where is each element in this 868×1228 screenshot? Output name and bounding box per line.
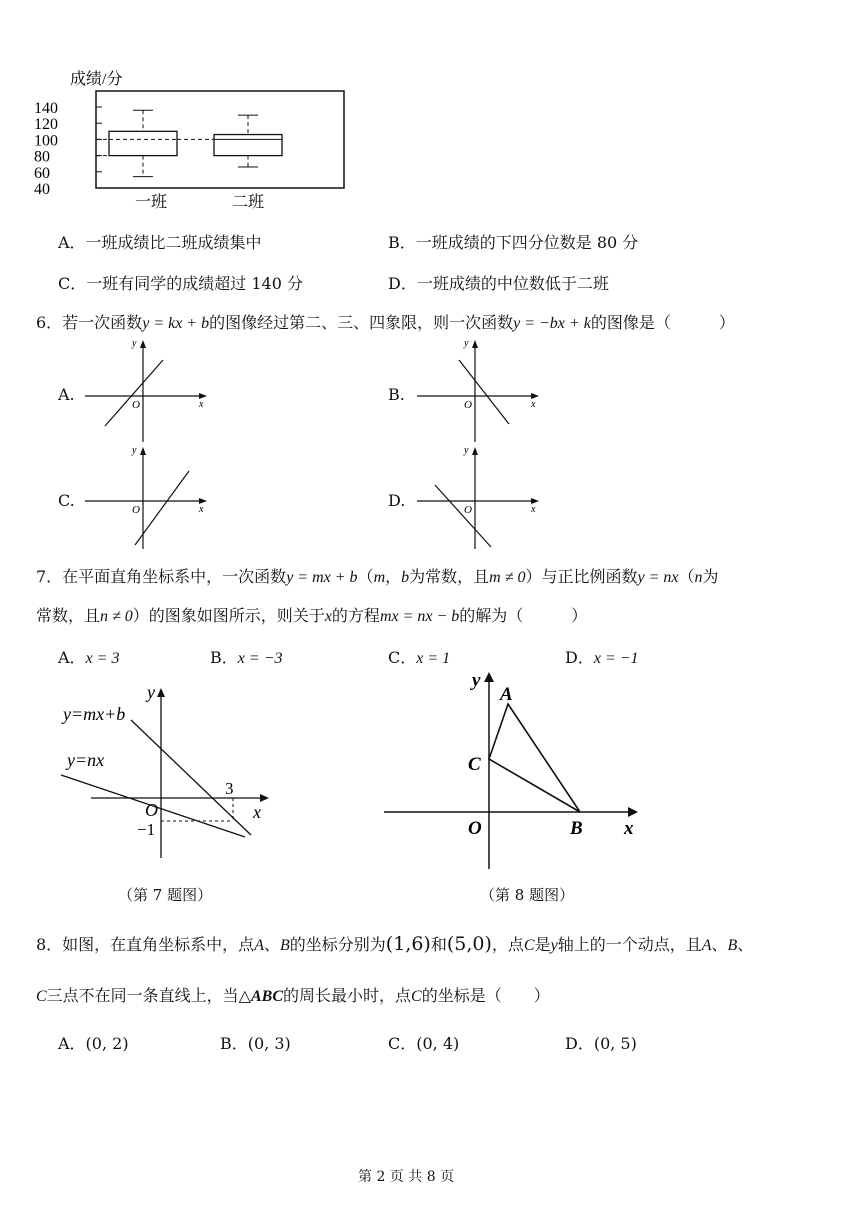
q6-graph-a[interactable]: [85, 338, 215, 446]
q7-tick-neg1: −1: [137, 820, 156, 839]
q7-text-3: 为常数，且: [409, 567, 490, 586]
q8-point-b: B: [279, 937, 290, 954]
q8-figure-caption: （第 8 题图）: [480, 886, 575, 904]
q8-point-c-line2: C: [36, 988, 47, 1005]
q7-text-2: （: [357, 567, 374, 586]
q7-text-4: ）与正比例函数: [525, 567, 638, 586]
q8-point-a: A: [254, 937, 264, 954]
q5-option-a[interactable]: A．一班成绩比二班成绩集中: [58, 233, 262, 252]
q8-text-sep-2: 、: [711, 935, 728, 954]
q6-option-c-letter[interactable]: C.: [58, 491, 75, 510]
q7-var-x: x: [324, 608, 332, 625]
q6-option-d-letter[interactable]: D.: [388, 491, 406, 510]
q8-option-d[interactable]: D．(0, 5): [565, 1034, 637, 1053]
boxplot-tick-label: 80: [34, 148, 50, 166]
q7-option-c-letter: C．: [388, 648, 417, 667]
q5-option-b[interactable]: B．一班成绩的下四分位数是 80 分: [388, 233, 639, 252]
boxplot-iqr-box: [109, 131, 177, 155]
q6-a-y-label: y: [132, 338, 137, 349]
q6-stem-pre: 6．若一次函数: [36, 313, 143, 332]
q7-option-c-expr: x = 1: [416, 650, 451, 667]
q8-stem-line-1: [36, 932, 753, 955]
q8-point-b-2: B: [727, 937, 738, 954]
q8-x-axis-label: x: [624, 818, 634, 839]
q8-triangle-name: ABC: [250, 988, 283, 1005]
q7-equation-3: mx = nx − b: [379, 608, 460, 625]
q6-c-x-label: x: [199, 504, 204, 515]
q8-text-7: 的周长最小时，点: [283, 986, 412, 1005]
q7-equation-1: y = mx + b: [286, 569, 358, 586]
q7-text-9: 的方程: [331, 606, 380, 625]
boxplot-box-1: [109, 110, 177, 176]
q8-origin-label: O: [468, 818, 482, 839]
q7-option-b[interactable]: [210, 645, 282, 668]
q7-text-1: 7．在平面直角坐标系中，一次函数: [36, 567, 287, 586]
q6-a-x-label: x: [199, 399, 204, 410]
q8-text-sep: 、: [263, 935, 280, 954]
q7-text-5: （: [678, 567, 695, 586]
q8-text-1: 8．如图，在直角坐标系中，点: [36, 935, 255, 954]
q5-option-d[interactable]: D．一班成绩的中位数低于二班: [388, 274, 609, 293]
q6-stem: [36, 310, 735, 333]
q7-option-a-expr: x = 3: [85, 650, 120, 667]
q7-text-10: 的解为（ ）: [459, 606, 588, 625]
q8-text-6: 三点不在同一条直线上，当△: [46, 986, 251, 1005]
q8-var-y: y: [550, 937, 558, 954]
q7-equation-2: y = nx: [637, 569, 679, 586]
q8-point-c: C: [523, 937, 535, 954]
q8-point-b-label: B: [570, 818, 583, 839]
boxplot-tick-label: 140: [34, 100, 58, 117]
q7-option-d-letter: D．: [565, 648, 594, 667]
q8-coord-a: (1,6): [385, 933, 431, 955]
q6-c-y-label: y: [132, 445, 137, 456]
q6-d-origin-label: O: [464, 504, 472, 516]
q6-option-b-letter[interactable]: B.: [388, 385, 405, 404]
q7-option-a[interactable]: [58, 645, 119, 668]
q8-text-sep-3: 、: [737, 935, 754, 954]
q6-stem-post: 的图像是（ ）: [590, 313, 735, 332]
q6-equation-2: y = −bx + k: [513, 315, 591, 332]
page-footer: 第 2 页 共 8 页: [358, 1169, 455, 1185]
q8-option-a[interactable]: A．(0, 2): [58, 1034, 129, 1053]
q7-text-7: 常数，且: [36, 606, 101, 625]
q8-point-c-label: C: [468, 754, 481, 775]
q7-option-a-letter: A．: [58, 648, 86, 667]
q8-text-4: 是: [534, 935, 551, 954]
q7-option-b-expr: x = −3: [237, 650, 283, 667]
boxplot-iqr-box: [214, 135, 282, 156]
q7-option-b-letter: B．: [210, 648, 238, 667]
q8-point-c-3: C: [411, 988, 422, 1005]
boxplot-box-2: [214, 115, 282, 167]
boxplot-tick-label: 40: [34, 181, 50, 198]
boxplot-tick-label: 100: [34, 132, 58, 150]
q6-graph-d[interactable]: [417, 445, 547, 553]
q7-var-m: m: [373, 569, 386, 586]
q7-line-nx-label: y=nx: [67, 750, 105, 770]
q6-stem-mid: 的图像经过第二、三、四象限，则一次函数: [209, 313, 514, 332]
q8-text-and: 和: [430, 935, 447, 954]
q7-condition-1: m ≠ 0: [489, 569, 526, 586]
q7-text-sep: ，: [385, 567, 402, 586]
q7-var-b: b: [401, 569, 410, 586]
q6-b-origin-label: O: [464, 399, 472, 411]
q7-stem-line-1: [36, 564, 719, 587]
q6-b-y-label: y: [464, 338, 469, 349]
q8-y-axis-label: y: [472, 670, 481, 691]
q8-coord-b: (5,0): [446, 933, 492, 955]
q6-graph-b[interactable]: [417, 338, 547, 446]
q5-option-c[interactable]: C．一班有同学的成绩超过 140 分: [58, 274, 303, 293]
q5-boxplot: [30, 62, 360, 217]
q7-text-8: ）的图象如图所示，则关于: [132, 606, 325, 625]
boxplot-svg: [30, 62, 360, 217]
boxplot-y-axis-label: 成绩/分: [70, 71, 123, 88]
boxplot-category-2: 二班: [232, 194, 265, 211]
q6-c-origin-label: O: [132, 504, 140, 516]
q8-point-a-2: A: [701, 937, 712, 954]
q6-a-origin-label: O: [132, 399, 140, 411]
q7-var-n: n: [694, 569, 703, 586]
q6-b-x-label: x: [531, 399, 536, 410]
q8-option-b[interactable]: B．(0, 3): [220, 1034, 291, 1053]
q7-text-6: 为: [702, 567, 719, 586]
q7-stem-line-2: [36, 603, 587, 626]
q8-text-5: 轴上的一个动点，且: [557, 935, 702, 954]
q7-figure: [55, 680, 285, 870]
q8-text-3: ，点: [491, 935, 524, 954]
q8-option-c[interactable]: C．(0, 4): [388, 1034, 460, 1053]
q8-point-a-label: A: [500, 684, 513, 705]
boxplot-category-1: 一班: [135, 194, 168, 211]
q8-text-8: 的坐标是（ ）: [421, 986, 550, 1005]
q6-equation-1: y = kx + b: [142, 315, 210, 332]
boxplot-tick-label: 60: [34, 164, 50, 182]
q6-option-a-letter[interactable]: A.: [58, 385, 75, 404]
q6-d-y-label: y: [464, 445, 469, 456]
q7-origin-label: O: [145, 800, 158, 820]
q7-option-d-expr: x = −1: [593, 650, 639, 667]
q7-tick-3: 3: [225, 779, 234, 798]
q8-stem-line-2: [36, 983, 550, 1006]
q6-graph-c[interactable]: [85, 445, 215, 553]
q7-y-axis-label: y: [147, 682, 155, 702]
q7-figure-caption: （第 7 题图）: [118, 886, 213, 904]
q7-x-axis-label: x: [253, 802, 261, 822]
q8-text-2: 的坐标分别为: [289, 935, 386, 954]
q7-line-mx-b-label: y=mx+b: [63, 704, 126, 724]
q7-condition-2: n ≠ 0: [100, 608, 133, 625]
q8-figure: [380, 664, 650, 874]
boxplot-tick-label: 120: [34, 116, 58, 134]
q6-d-x-label: x: [531, 504, 536, 515]
